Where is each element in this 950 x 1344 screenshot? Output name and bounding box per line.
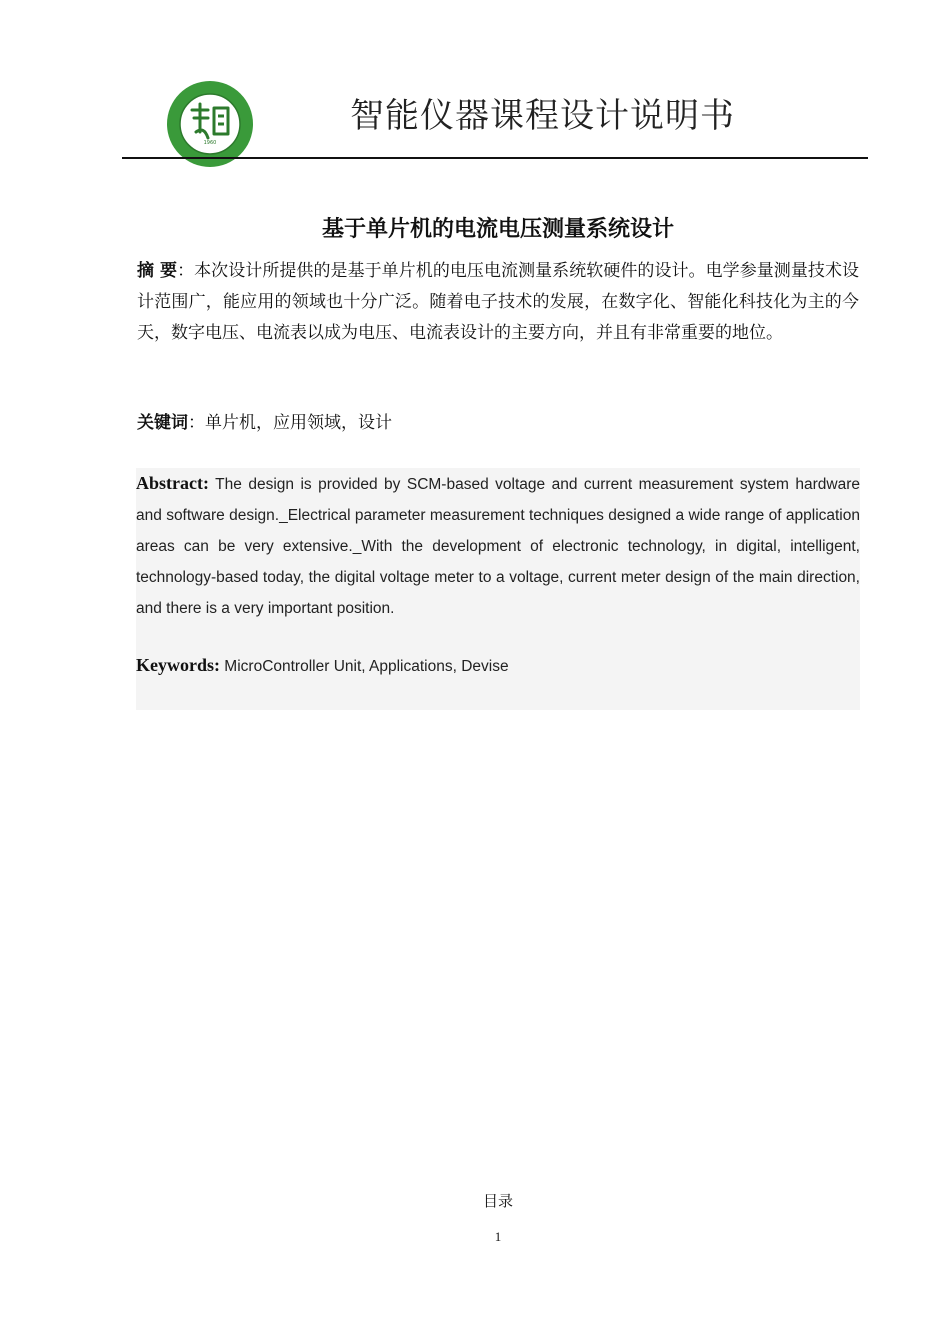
page-header bbox=[122, 70, 868, 160]
abstract-cn-label: 摘 要 bbox=[137, 261, 178, 281]
page-number: 1 bbox=[494, 1229, 502, 1244]
english-abstract bbox=[136, 468, 860, 624]
table-of-contents-heading[interactable]: 目录 bbox=[482, 1192, 513, 1210]
header-title: 智能仪器课程设计说明书 bbox=[350, 96, 735, 136]
university-logo bbox=[166, 80, 254, 168]
chinese-abstract bbox=[137, 256, 859, 349]
chinese-keywords bbox=[137, 408, 859, 439]
keywords-en-label: Keywords: bbox=[136, 655, 220, 675]
keywords-cn-label: 关键词 bbox=[137, 413, 188, 433]
svg-text:1960: 1960 bbox=[203, 140, 217, 146]
english-keywords bbox=[136, 650, 860, 682]
abstract-cn-text: ：本次设计所提供的是基于单片机的电压电流测量系统软硬件的设计。电学参量测量技术设计范围广，能应用的领域也十分广泛。随着电子技术的发展，在数字化、智能化科技化为主的今天，数字电压、电流表以成为电压、电流表设计的主要方向，并且有非常重要的地位。 bbox=[137, 261, 860, 343]
keywords-en-text: MicroController Unit, Applications, Devise bbox=[220, 658, 509, 675]
document-title: 基于单片机的电流电压测量系统设计 bbox=[321, 217, 674, 242]
header-divider bbox=[122, 157, 868, 159]
abstract-en-text: The design is provided by SCM-based voltage and current measurement system hardware and software design._Electrical parameter measurement techniques designed a wide range of application areas can be very extensive._With the development of electronic technology, in digital, intelligent, technology-based today, the digital voltage meter to a voltage, current meter design of the main direction, and there is a very important position. bbox=[136, 476, 860, 617]
keywords-cn-text: ：单片机，应用领域，设计 bbox=[188, 413, 392, 433]
english-abstract-box bbox=[136, 468, 860, 710]
abstract-en-label: Abstract: bbox=[136, 473, 209, 493]
